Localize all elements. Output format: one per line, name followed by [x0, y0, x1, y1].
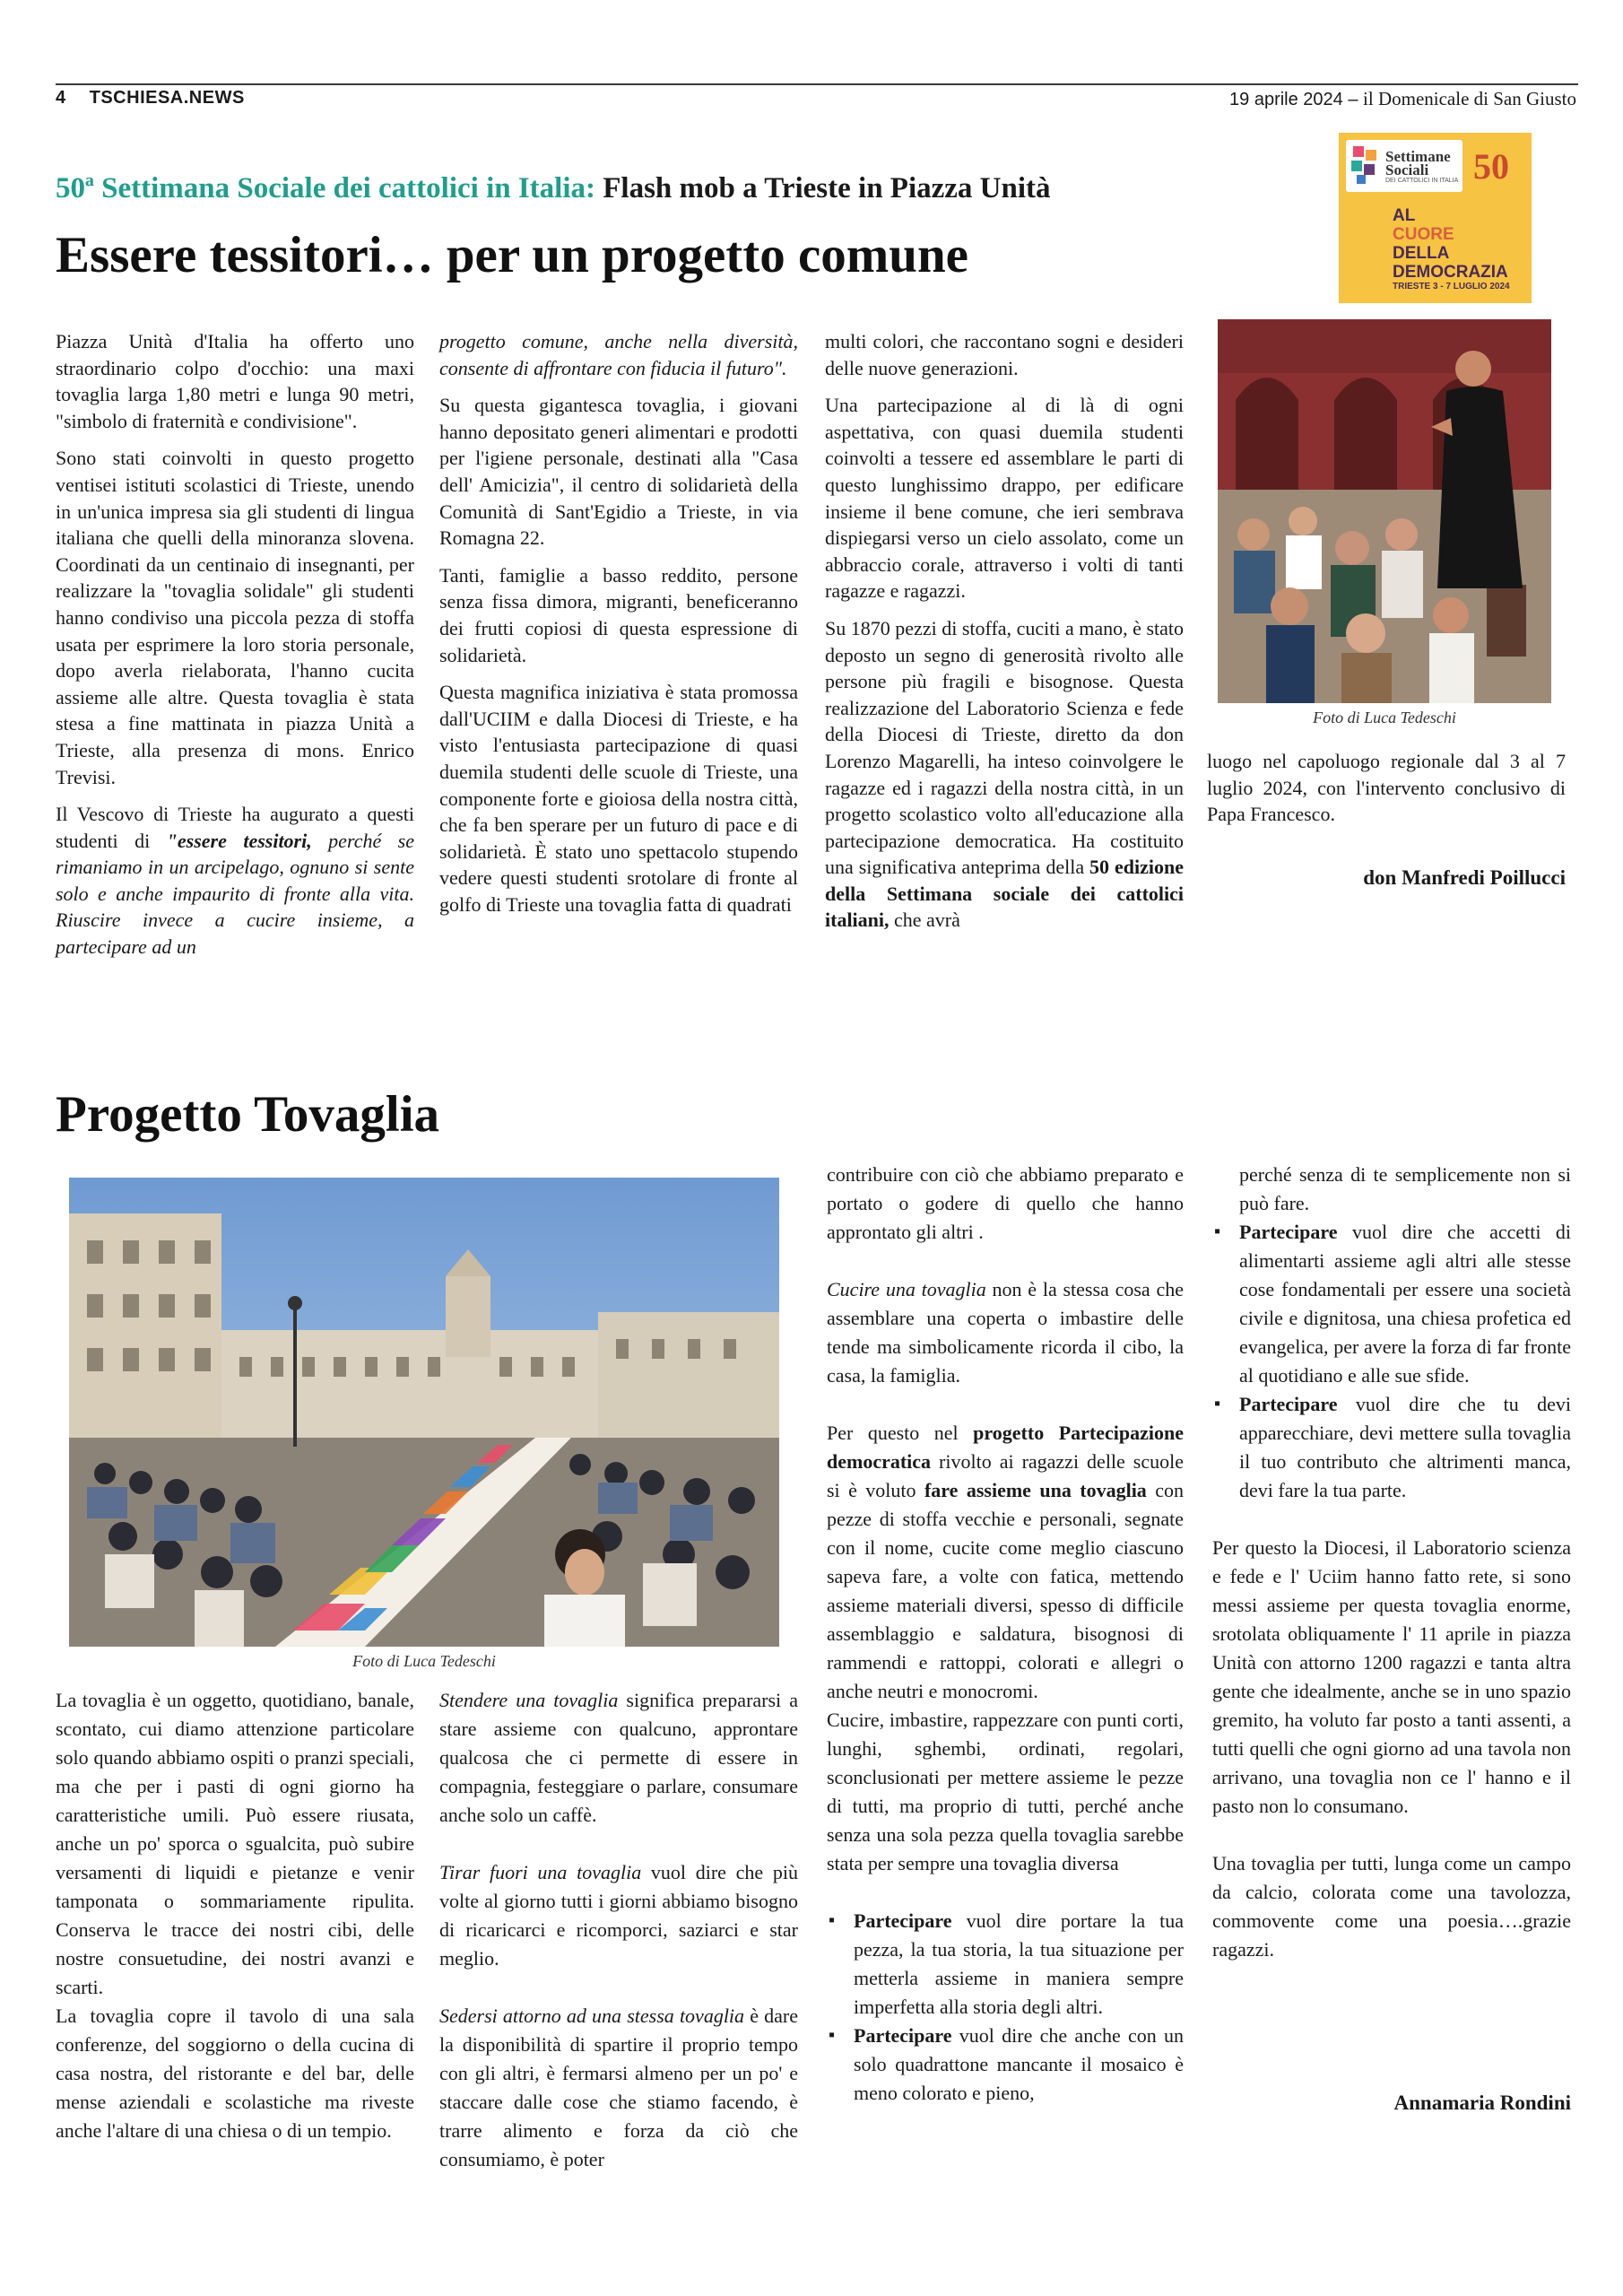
paragraph: Una tovaglia per tutti, lunga come un campo da calcio, colorata come una tavolozza, commovente come una poesia….grazie ragazzi.	[1212, 1852, 1571, 1961]
text-run-bold: Partecipare	[1239, 1221, 1338, 1243]
paper-name: il Domenicale di San Giusto	[1363, 88, 1576, 109]
logo-mark-icon	[1350, 144, 1382, 187]
text-run: Per questo nel	[827, 1422, 974, 1444]
article1-kicker	[56, 172, 1051, 205]
bullet-list	[827, 1907, 1184, 2108]
logo-date: TRIESTE 3 - 7 LUGLIO 2024	[1393, 282, 1510, 291]
text-run-bold: Partecipare	[854, 1909, 952, 1932]
paragraph: La tovaglia copre il tavolo di una sala conferenze, del soggiorno o della cucina di casa nostra, del ristorante e del bar, delle mense aziendali e scolastiche ma riveste anche l'altare di una chiesa o di un tempio.	[56, 2005, 414, 2142]
paragraph: luogo nel capoluogo regionale dal 3 al 7 luglio 2024, con l'intervento conclusivo di Papa Francesco.	[1207, 750, 1566, 826]
article1-title: Essere tessitori… per un progetto comune	[56, 227, 968, 283]
text-run: rivolto ai ragazzi delle scuole si è voluto	[827, 1450, 1184, 1501]
paragraph	[439, 1686, 798, 1830]
text-run-bold: "essere tessitori,	[166, 829, 312, 852]
article2-col1	[56, 1686, 414, 2145]
logo-number: 50	[1473, 146, 1509, 187]
logo-slogan	[1393, 206, 1508, 282]
site-name[interactable]: TSCHIESA.NEWS	[89, 88, 245, 108]
text-run: è dare la disponibilità di spartire il proprio tempo con gli altri, è fermarsi almeno per un po' e staccare dalle cose che stiamo facendo, è trarre alimento e forza da ciò che consumiamo, è poter	[439, 2005, 798, 2170]
text-run: perché senza di te semplicemente non si può fare.	[1239, 1163, 1571, 1214]
header-rule	[56, 83, 1578, 85]
page-number: 4	[56, 88, 66, 108]
paragraph: Per questo la Diocesi, il Laboratorio scienza e fede e l' Uciim hanno fatto rete, si sono messi assieme per questa tovaglia enorme, srotolata obliquamente l' 11 aprile in piazza Unità con attorno 1200 ragazzi e tanta altra gente che idealmente, anche se in uno spazio gremito, ha voluto far posto a tanti assenti, a tutti quelli che ogni giorno ad una tavola non arrivano, una tovaglia non ce l' hanno e il pasto non lo consumano.	[1212, 1536, 1571, 1817]
text-run-italic: Cucire una tovaglia	[827, 1278, 986, 1300]
header-left	[56, 88, 245, 109]
paragraph	[825, 615, 1184, 934]
text-run-bold: Partecipare	[854, 2024, 952, 2047]
paragraph: Questa magnifica iniziativa è stata promossa dall'UCIIM e dalla Diocesi di Trieste, e ha visto l'entusiasta partecipazione di quasi duemila studenti delle scuole di Trieste, una componente forte e gioiosa della nostra città, che fa ben sperare per un futuro di pace e di solidarietà. È stato uno spettacolo stupendo vedere questi studenti srotolare di fronte al golfo di Trieste una tovaglia fatta di quadrati	[439, 681, 798, 916]
bullet-list	[1212, 1161, 1571, 1505]
article2-col3	[827, 1161, 1184, 2126]
text-run: con pezze di stoffa vecchie e personali, segnate con il nome, cucite come meglio ciascuno sapeva fare, a volte con fatica, mettendo assieme materiali diversi, spesso di difficile assemblaggio e saldatura, bisognosi di rammendi e rattoppi, colorati e allegri o anche neutri e monocromi.	[827, 1479, 1185, 1702]
paragraph: Una partecipazione al di là di ogni aspettativa, con quasi duemila studenti coinvolti a tessere ed assemblare le parti di questo lunghissimo drappo, per edificare insieme il bene comune, che ieri sembrava dispiegarsi verso un cielo assolato, come un abbraccio corale, attraverso i volti di tanti ragazze e ragazzi.	[825, 394, 1184, 603]
article1-photo-caption: Foto di Luca Tedeschi	[1313, 709, 1456, 726]
text-run: che avrà	[889, 909, 960, 932]
text-run-bold: fare assieme una tovaglia	[924, 1479, 1147, 1501]
paragraph: Tanti, famiglie a basso reddito, persone senza fissa dimora, migranti, beneficeranno dei frutti copiosi di questa espressione di solidarietà.	[439, 563, 798, 666]
text-run: vuol dire che più volte al giorno tutti i giorni abbiamo bisogno di ricaricarci e ricomporci, saziarci e star meglio.	[439, 1861, 798, 1970]
logo-subtitle: DEI CATTOLICI IN ITALIA	[1385, 178, 1459, 184]
article2-title: Progetto Tovaglia	[56, 1086, 440, 1143]
slogan-line: DELLA	[1393, 244, 1450, 263]
article1-author: don Manfredi Poillucci	[1363, 866, 1566, 889]
paragraph: La tovaglia è un oggetto, quotidiano, banale, scontato, cui diamo attenzione particolare solo quando abbiamo ospiti o pranzi speciali, ma che per i pasti di ogni giorno ha caratteristiche umili. Può essere riusata, anche un po' sporca o sgualcita, può subire versamenti di liquidi e pietanze e venir tamponata o sommariamente ripulita. Conserva le tracce dei nostri cibi, delle nostre consuetudine, dei nostri avanzi e scarti.	[56, 1689, 414, 1998]
paragraph: Su questa gigantesca tovaglia, i giovani hanno depositato generi alimentari e prodotti per l'igiene personale, destinati alla "Casa dell' Amicizia", il centro di solidarietà della Comunità di Sant'Egidio a Trieste, in via Romagna 22.	[439, 394, 798, 550]
article1-col2	[439, 328, 798, 928]
bullet-item	[1239, 1390, 1571, 1505]
paragraph: contribuire con ciò che abbiamo preparato e portato o godere di quello che hanno approntato gli altri .	[827, 1163, 1184, 1243]
bullet-continuation	[1239, 1161, 1571, 1218]
bullet-item	[854, 2022, 1184, 2108]
text-run: Il Vescovo di Trieste ha augurato a questi studenti di	[56, 803, 414, 852]
paragraph: Cucire, imbastire, rappezzare con punti corti, lunghi, sghembi, ordinati, regolari, sconclusionati per mettere assieme le pezze di tutti, ma proprio di tutti, perché anche senza una sola pezza quella tovaglia sarebbe stata per sempre una tovaglia diversa	[827, 1709, 1184, 1874]
article2-col4	[1212, 1161, 1571, 1993]
article2-photo-caption: Foto di Luca Tedeschi	[352, 1652, 496, 1670]
paragraph	[827, 1419, 1184, 1706]
paragraph: Sono stati coinvolti in questo progetto ventisei istituti scolastici di Trieste, unendo in un'unica impresa sia gli studenti di lingua italiana che quelli della minoranza slovena. Coordinati da un centinaio di insegnanti, per realizzare la "tovaglia solidale" gli studenti hanno condiviso una piccola pezza di stoffa usata per esprimere la loro storia personale, dopo averla rielaborata, l'hanno cucita assieme alle altre. Questa tovaglia è stata stesa a fine mattinata in piazza Unità a Trieste, alla presenza di mons. Enrico Trevisi.	[56, 447, 414, 788]
logo-badge	[1346, 140, 1462, 192]
text-run-italic: perché se rimaniamo in un arcipelago, ognuno si sente solo e anche impaurito di fronte alla vita. Riuscire invece a cucire insieme, a partecipare ad un	[56, 829, 414, 959]
bullet-item	[854, 1907, 1184, 2022]
text-run-italic: Stendere una tovaglia	[439, 1689, 619, 1711]
text-run-italic: Tirar fuori una tovaglia	[439, 1861, 642, 1883]
text-run: non è la stessa cosa che assemblare una coperta o imbastire delle tende ma simbolicamente ricorda il cibo, la casa, la famiglia.	[827, 1278, 1184, 1387]
text-run-bold: Partecipare	[1239, 1393, 1338, 1415]
text-run: vuol dire portare la tua pezza, la tua storia, la tua situazione per metterla assieme in maniera sempre imperfetta alla storia degli altri.	[854, 1909, 1184, 2018]
slogan-line: DEMOCRAZIA	[1393, 263, 1508, 282]
kicker-subject: Flash mob a Trieste in Piazza Unità	[595, 172, 1051, 204]
article2-col2	[439, 1686, 798, 2174]
text-run-italic: progetto comune, anche nella diversità, consente di affrontare con fiducia il futuro".	[439, 330, 798, 379]
text-run: significa prepararsi a stare assieme con qualcuno, approntare qualcosa che ci permette di essere in compagnia, festeggiare o parlare, consumare anche solo un caffè.	[439, 1689, 798, 1826]
paragraph: Piazza Unità d'Italia ha offerto uno straordinario colpo d'occhio: una maxi tovaglia larga 1,80 metri e lunga 90 metri, "simbolo di fraternità e condivisione".	[56, 330, 414, 432]
issue-date: 19 aprile 2024 –	[1229, 90, 1358, 109]
header-right	[1229, 88, 1576, 110]
text-run: vuol dire che anche con un solo quadrattone mancante il mosaico è meno colorato e pieno,	[854, 2024, 1184, 2104]
article2-author: Annamaria Rondini	[1393, 2092, 1571, 2114]
bishop-students-photo	[1218, 319, 1551, 703]
paragraph	[439, 328, 798, 381]
article1-col3	[825, 328, 1184, 944]
article1-col1	[56, 328, 414, 971]
bullet-item	[1239, 1218, 1571, 1390]
article1-photo	[1218, 319, 1551, 703]
kicker-event: 50ª Settimana Sociale dei cattolici in Italia:	[56, 172, 595, 204]
paragraph	[56, 801, 414, 961]
slogan-line: AL	[1393, 206, 1416, 225]
text-run-italic: Sedersi attorno ad una stessa tovaglia	[439, 2005, 745, 2027]
text-run: vuol dire che tu devi apparecchiare, devi mettere sulla tovaglia il tuo contributo che altrimenti manca, devi fare la tua parte.	[1239, 1393, 1571, 1501]
settimane-sociali-logo	[1339, 133, 1532, 303]
piazza-tablecloth-photo	[69, 1178, 779, 1647]
text-run: vuol dire che accetti di alimentarti assieme agli altri alle stesse cose fondamentali per essere una società civile e dignitosa, una chiesa profetica ed evangelica, per avere la forza di far fronte al quotidiano e alle sue sfide.	[1239, 1221, 1571, 1387]
article1-col4	[1207, 748, 1566, 839]
paragraph	[827, 1275, 1184, 1390]
paragraph	[439, 1858, 798, 1973]
text-run-bold: progetto Partecipazione democratica	[827, 1422, 1184, 1473]
text-run-bold: 50 edizione della Settimana sociale dei cattolici italiani,	[825, 856, 1184, 932]
article2-photo	[69, 1178, 779, 1647]
logo-name: Settimane Sociali	[1385, 148, 1451, 178]
paragraph	[439, 2002, 798, 2174]
slogan-line: CUORE	[1393, 225, 1454, 244]
text-run: Su 1870 pezzi di stoffa, cuciti a mano, è stato deposto un segno di generosità rivolto alle persone più fragili e bisognose. Questa realizzazione del Laboratorio Scienza e fede della Diocesi di Trieste, diretto da don Lorenzo Magarelli, ha inteso coinvolgere le ragazze ed i ragazzi della nostra città, in un progetto scolastico volto all'educazione alla partecipazione democratica. Ha costituito una significativa anteprima della	[825, 616, 1184, 879]
paragraph: multi colori, che raccontano sogni e desideri delle nuove generazioni.	[825, 330, 1184, 379]
